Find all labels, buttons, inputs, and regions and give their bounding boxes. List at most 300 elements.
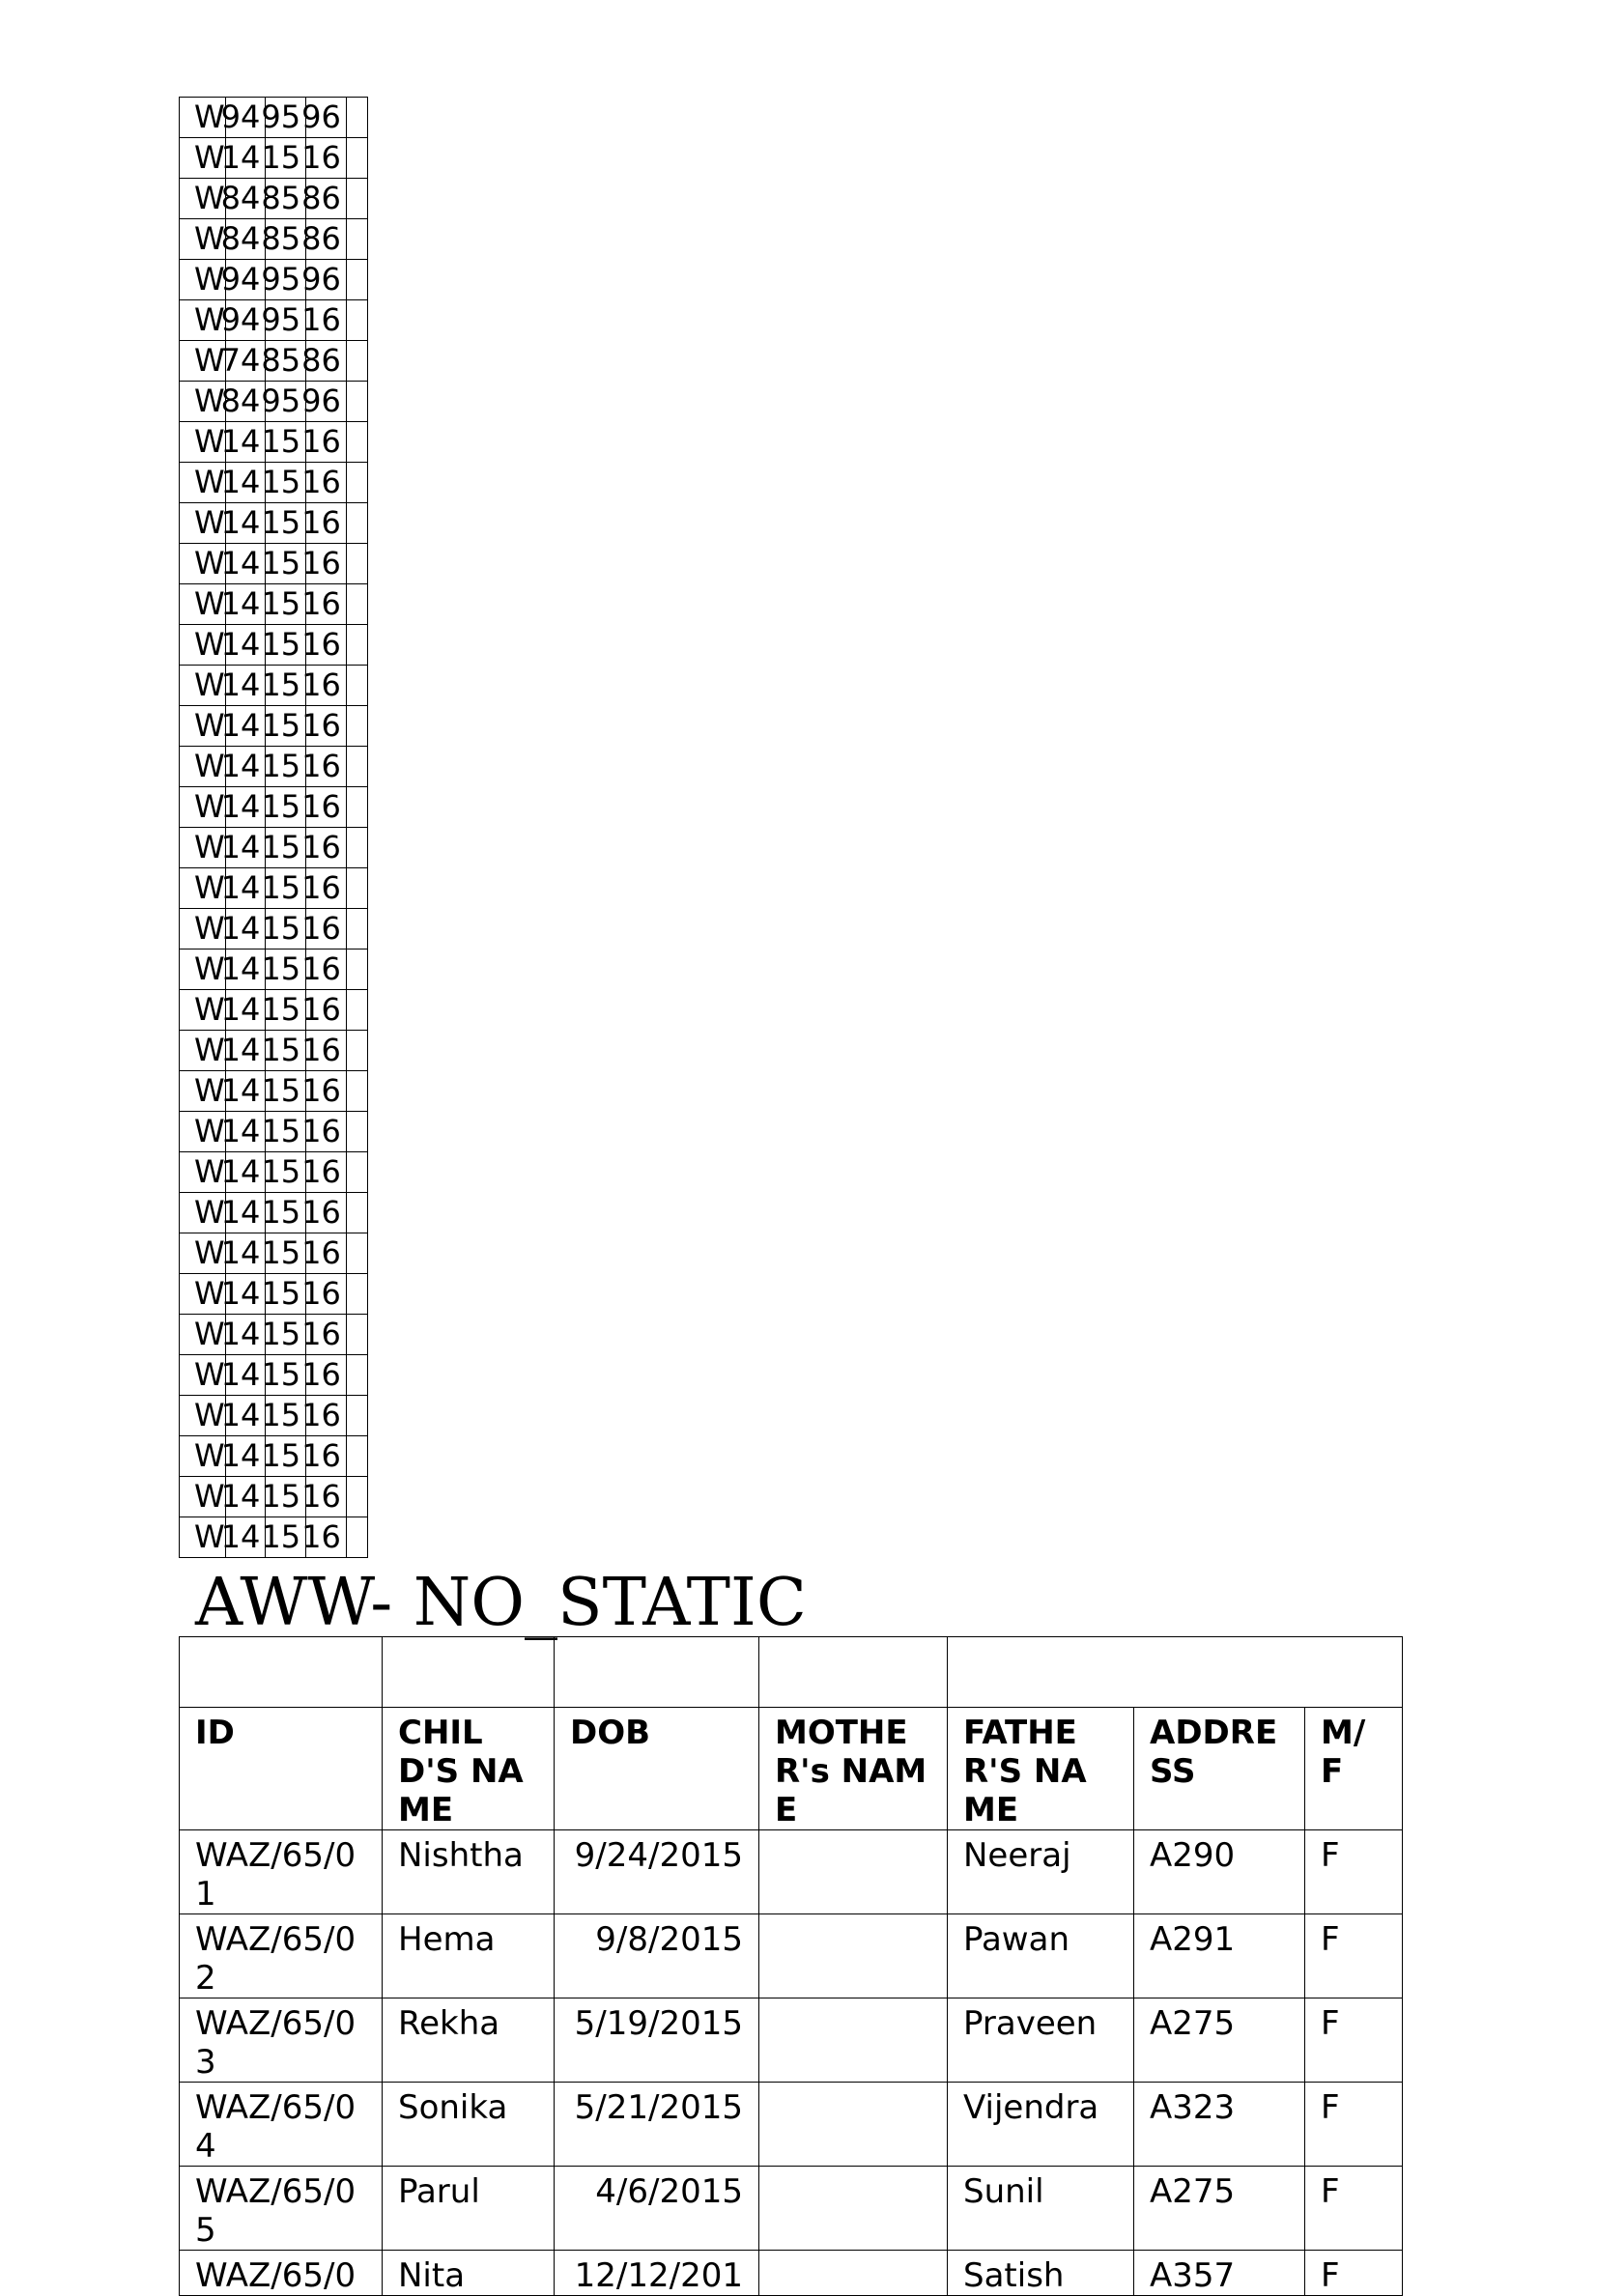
- narrow-grid-cell: [346, 625, 367, 666]
- narrow-grid-cell-text: W: [194, 1072, 225, 1109]
- narrow-grid-cell-text: 16: [301, 1072, 341, 1109]
- narrow-grid-cell: [261, 422, 306, 463]
- narrow-grid-row: [180, 463, 368, 503]
- narrow-grid-cell: [180, 341, 226, 382]
- narrow-grid-cell: [301, 950, 347, 990]
- narrow-grid-cell: [180, 422, 226, 463]
- narrow-grid-cell: [346, 1517, 367, 1558]
- narrow-grid-cell: [220, 98, 266, 138]
- cell-id: WAZ/65/02: [180, 1914, 383, 1998]
- narrow-grid-cell: [220, 1031, 266, 1071]
- narrow-grid-cell: [301, 341, 347, 382]
- narrow-grid-cell-text: W: [194, 626, 225, 663]
- narrow-grid-row: [180, 341, 368, 382]
- narrow-grid-cell: [301, 909, 347, 950]
- narrow-grid-cell: [261, 787, 306, 828]
- narrow-grid-cell-text: 96: [301, 383, 341, 419]
- narrow-grid-cell-text: 14: [220, 1316, 261, 1352]
- narrow-grid-cell-text: 15: [261, 1478, 301, 1515]
- narrow-grid-cell: [346, 341, 367, 382]
- cell-gender: F: [1305, 1914, 1403, 1998]
- narrow-grid-cell: [346, 1477, 367, 1517]
- cell-child-name: Nita: [383, 2251, 555, 2296]
- narrow-grid-cell: [220, 909, 266, 950]
- narrow-grid-cell: [301, 1355, 347, 1396]
- narrow-grid-cell-text: 16: [301, 1032, 341, 1068]
- cell-mother-name: [759, 1830, 948, 1914]
- narrow-grid-cell: [346, 1031, 367, 1071]
- narrow-grid-cell-text: 85: [261, 342, 301, 379]
- narrow-grid-cell: [301, 382, 347, 422]
- narrow-grid-cell-text: W: [194, 950, 225, 987]
- narrow-grid-cell: [301, 747, 347, 787]
- narrow-grid-cell-text: W: [194, 1153, 225, 1190]
- narrow-grid-cell-text: 15: [261, 910, 301, 947]
- narrow-grid-cell: [301, 219, 347, 260]
- narrow-grid-cell: [261, 1396, 306, 1436]
- narrow-grid-cell: [346, 747, 367, 787]
- narrow-grid-cell: [220, 463, 266, 503]
- narrow-id-grid: [179, 97, 368, 1558]
- narrow-grid-cell-text: 16: [301, 1437, 341, 1474]
- narrow-grid-cell: [220, 1517, 266, 1558]
- header-child-name: CHILD'S NAME: [383, 1708, 555, 1830]
- narrow-grid-cell: [261, 990, 306, 1031]
- header-dob: DOB: [555, 1708, 759, 1830]
- cell-address: A291: [1134, 1914, 1305, 1998]
- narrow-grid-cell-text: 14: [220, 1072, 261, 1109]
- narrow-grid-cell: [180, 1274, 226, 1315]
- narrow-grid-cell-text: 15: [261, 950, 301, 987]
- narrow-grid-cell: [261, 666, 306, 706]
- narrow-grid-cell: [220, 625, 266, 666]
- narrow-grid-cell-text: W: [194, 829, 225, 865]
- narrow-grid-cell: [261, 219, 306, 260]
- narrow-grid-cell: [220, 828, 266, 868]
- narrow-grid-cell: [180, 1193, 226, 1233]
- narrow-grid-cell: [346, 463, 367, 503]
- narrow-grid-cell-text: 14: [220, 504, 261, 541]
- narrow-grid-cell: [346, 98, 367, 138]
- narrow-grid-cell: [346, 584, 367, 625]
- cell-gender: F: [1305, 2083, 1403, 2167]
- narrow-grid-cell-text: 15: [261, 991, 301, 1028]
- narrow-grid-cell-text: 14: [220, 1275, 261, 1312]
- narrow-grid-cell-text: W: [194, 1234, 225, 1271]
- narrow-grid-cell-text: 84: [220, 383, 261, 419]
- narrow-grid-cell: [346, 382, 367, 422]
- narrow-grid-cell: [261, 828, 306, 868]
- narrow-grid-cell: [180, 1355, 226, 1396]
- narrow-grid-cell: [180, 625, 226, 666]
- narrow-grid-cell: [180, 219, 226, 260]
- narrow-grid-cell: [301, 544, 347, 584]
- narrow-grid-cell: [346, 1315, 367, 1355]
- narrow-grid-cell-text: 15: [261, 1316, 301, 1352]
- narrow-grid-cell: [220, 1152, 266, 1193]
- cell-dob: 9/8/2015: [555, 1914, 759, 1998]
- narrow-grid-cell: [346, 544, 367, 584]
- cell-mother-name: [759, 1998, 948, 2083]
- narrow-grid-cell-text: 14: [220, 910, 261, 947]
- narrow-grid-cell: [301, 584, 347, 625]
- narrow-grid-cell-text: 16: [301, 991, 341, 1028]
- narrow-grid-cell: [220, 747, 266, 787]
- narrow-grid-cell: [261, 909, 306, 950]
- narrow-grid-cell: [261, 706, 306, 747]
- narrow-grid-cell: [261, 260, 306, 300]
- narrow-grid-cell: [180, 382, 226, 422]
- narrow-grid-cell: [180, 1477, 226, 1517]
- cell-address: A357: [1134, 2251, 1305, 2296]
- narrow-grid-cell-text: 15: [261, 423, 301, 460]
- narrow-grid-cell-text: W: [194, 1397, 225, 1433]
- narrow-grid-cell: [301, 1396, 347, 1436]
- narrow-grid-cell-text: 14: [220, 1153, 261, 1190]
- narrow-grid-cell: [220, 787, 266, 828]
- narrow-grid-cell: [346, 1193, 367, 1233]
- narrow-grid-cell-text: 15: [261, 1194, 301, 1231]
- narrow-grid-cell: [180, 179, 226, 219]
- cell-child-name: Nishtha: [383, 1830, 555, 1914]
- cell-child-name: Parul: [383, 2167, 555, 2251]
- narrow-grid-cell: [261, 1112, 306, 1152]
- narrow-grid-cell: [301, 1233, 347, 1274]
- narrow-grid-row: [180, 909, 368, 950]
- narrow-grid-cell-text: 96: [301, 261, 341, 298]
- narrow-grid-row: [180, 544, 368, 584]
- header-row: [180, 1708, 1403, 1830]
- narrow-grid-cell: [180, 666, 226, 706]
- narrow-grid-cell: [180, 503, 226, 544]
- narrow-grid-cell-text: 84: [220, 180, 261, 216]
- narrow-grid-cell-text: 15: [261, 869, 301, 906]
- narrow-grid-cell: [261, 625, 306, 666]
- narrow-grid-cell-text: 14: [220, 1032, 261, 1068]
- narrow-grid-cell: [346, 1274, 367, 1315]
- narrow-grid-cell: [220, 503, 266, 544]
- narrow-grid-cell-text: 16: [301, 910, 341, 947]
- cell-dob: 4/6/2015: [555, 2167, 759, 2251]
- narrow-grid-cell-text: 15: [261, 1397, 301, 1433]
- narrow-grid-cell-text: 16: [301, 1275, 341, 1312]
- narrow-grid-cell-text: 16: [301, 748, 341, 784]
- children-register-body: [180, 1637, 1403, 2296]
- narrow-grid-cell: [180, 1517, 226, 1558]
- narrow-grid-cell-text: 16: [301, 626, 341, 663]
- narrow-grid-cell: [301, 1274, 347, 1315]
- narrow-grid-cell-text: 16: [301, 1194, 341, 1231]
- narrow-grid-cell-text: 16: [301, 301, 341, 338]
- narrow-grid-cell: [261, 382, 306, 422]
- table-row: [180, 2251, 1403, 2296]
- cell-id: WAZ/65/04: [180, 2083, 383, 2167]
- narrow-grid-cell-text: 95: [261, 99, 301, 135]
- narrow-grid-cell: [346, 950, 367, 990]
- narrow-grid-cell-text: 15: [261, 1356, 301, 1393]
- cell-dob: 5/21/2015: [555, 2083, 759, 2167]
- narrow-grid-row: [180, 98, 368, 138]
- narrow-grid-cell-text: 95: [261, 261, 301, 298]
- narrow-grid-cell: [261, 98, 306, 138]
- narrow-grid-cell: [346, 909, 367, 950]
- cell-father-name: Pawan: [948, 1914, 1134, 1998]
- narrow-grid-cell-text: W: [194, 504, 225, 541]
- cell-father-name: Satish: [948, 2251, 1134, 2296]
- narrow-grid-cell: [346, 260, 367, 300]
- blank-cell: [180, 1637, 383, 1708]
- narrow-grid-cell-text: 16: [301, 585, 341, 622]
- narrow-grid-row: [180, 1517, 368, 1558]
- narrow-grid-cell-text: W: [194, 99, 225, 135]
- narrow-grid-cell: [301, 1477, 347, 1517]
- narrow-grid-cell: [261, 1193, 306, 1233]
- narrow-grid-cell: [180, 584, 226, 625]
- narrow-grid-row: [180, 1436, 368, 1477]
- narrow-grid-cell-text: 85: [261, 180, 301, 216]
- narrow-grid-cell: [346, 1233, 367, 1274]
- narrow-grid-cell-text: 14: [220, 1518, 261, 1555]
- narrow-grid-row: [180, 300, 368, 341]
- narrow-grid-cell-text: W: [194, 788, 225, 825]
- narrow-grid-cell: [261, 463, 306, 503]
- narrow-grid-row: [180, 666, 368, 706]
- cell-address: A275: [1134, 1998, 1305, 2083]
- narrow-grid-cell-text: 15: [261, 666, 301, 703]
- table-row: [180, 2083, 1403, 2167]
- narrow-grid-cell-text: 16: [301, 1113, 341, 1149]
- narrow-grid-row: [180, 787, 368, 828]
- narrow-grid-row: [180, 138, 368, 179]
- narrow-grid-row: [180, 219, 368, 260]
- narrow-grid-cell: [301, 300, 347, 341]
- narrow-grid-cell-text: 15: [261, 788, 301, 825]
- narrow-grid-cell-text: 96: [301, 99, 341, 135]
- narrow-grid-cell-text: 15: [261, 139, 301, 176]
- narrow-grid-cell-text: 15: [261, 829, 301, 865]
- narrow-grid-cell: [301, 666, 347, 706]
- narrow-grid-cell-text: W: [194, 220, 225, 257]
- narrow-grid-cell: [180, 98, 226, 138]
- narrow-grid-cell: [301, 1152, 347, 1193]
- narrow-grid-cell-text: 14: [220, 1194, 261, 1231]
- narrow-grid-cell: [301, 787, 347, 828]
- narrow-grid-row: [180, 260, 368, 300]
- narrow-grid-cell: [346, 300, 367, 341]
- narrow-grid-row: [180, 1315, 368, 1355]
- narrow-grid-cell-text: 84: [220, 220, 261, 257]
- narrow-grid-cell-text: 16: [301, 707, 341, 744]
- cell-dob: 5/19/2015: [555, 1998, 759, 2083]
- cell-gender: F: [1305, 1998, 1403, 2083]
- narrow-grid-cell: [220, 179, 266, 219]
- narrow-grid-cell: [301, 138, 347, 179]
- narrow-grid-row: [180, 1396, 368, 1436]
- narrow-grid-cell-text: 16: [301, 1356, 341, 1393]
- narrow-grid-cell: [261, 1477, 306, 1517]
- cell-father-name: Praveen: [948, 1998, 1134, 2083]
- narrow-grid-cell: [346, 828, 367, 868]
- narrow-grid-cell-text: 94: [220, 261, 261, 298]
- narrow-grid-cell: [220, 706, 266, 747]
- narrow-grid-row: [180, 747, 368, 787]
- narrow-grid-cell: [346, 1436, 367, 1477]
- narrow-grid-row: [180, 828, 368, 868]
- narrow-grid-cell: [301, 1517, 347, 1558]
- narrow-grid-cell-text: 15: [261, 1437, 301, 1474]
- narrow-grid-cell-text: 14: [220, 545, 261, 581]
- narrow-grid-cell: [220, 138, 266, 179]
- narrow-grid-cell: [180, 138, 226, 179]
- table-row: [180, 1914, 1403, 1998]
- narrow-grid-cell-text: 14: [220, 788, 261, 825]
- narrow-grid-cell: [261, 747, 306, 787]
- narrow-grid-row: [180, 990, 368, 1031]
- narrow-grid-cell-text: W: [194, 301, 225, 338]
- cell-id: WAZ/65/05: [180, 2167, 383, 2251]
- blank-top-row: [180, 1637, 1403, 1708]
- cell-gender: F: [1305, 1830, 1403, 1914]
- narrow-grid-row: [180, 1355, 368, 1396]
- narrow-grid-cell: [346, 422, 367, 463]
- narrow-grid-cell-text: 95: [261, 301, 301, 338]
- narrow-grid-cell: [180, 787, 226, 828]
- narrow-grid-cell: [301, 828, 347, 868]
- narrow-grid-cell-text: 14: [220, 748, 261, 784]
- narrow-grid-cell-text: 14: [220, 139, 261, 176]
- narrow-grid-cell-text: 14: [220, 1478, 261, 1515]
- narrow-grid-cell: [261, 1031, 306, 1071]
- narrow-grid-cell-text: 16: [301, 1153, 341, 1190]
- narrow-grid-cell: [301, 1112, 347, 1152]
- narrow-grid-cell: [180, 1315, 226, 1355]
- narrow-grid-cell: [346, 1071, 367, 1112]
- narrow-grid-cell: [301, 260, 347, 300]
- narrow-grid-cell: [220, 1436, 266, 1477]
- narrow-grid-cell-text: 16: [301, 464, 341, 500]
- narrow-grid-cell-text: 16: [301, 423, 341, 460]
- narrow-grid-cell: [180, 1233, 226, 1274]
- narrow-grid-cell-text: 14: [220, 1437, 261, 1474]
- narrow-grid-cell-text: 16: [301, 1478, 341, 1515]
- cell-gender: F: [1305, 2251, 1403, 2296]
- narrow-grid-cell-text: W: [194, 1437, 225, 1474]
- narrow-grid-cell: [301, 1031, 347, 1071]
- narrow-grid-cell: [301, 1436, 347, 1477]
- narrow-grid-cell: [346, 1152, 367, 1193]
- cell-address: A275: [1134, 2167, 1305, 2251]
- narrow-grid-row: [180, 706, 368, 747]
- narrow-grid-cell: [301, 422, 347, 463]
- narrow-grid-cell-text: 94: [220, 99, 261, 135]
- narrow-grid-cell: [301, 1193, 347, 1233]
- narrow-grid-cell: [220, 382, 266, 422]
- cell-child-name: Rekha: [383, 1998, 555, 2083]
- narrow-grid-cell: [346, 990, 367, 1031]
- narrow-grid-cell: [220, 584, 266, 625]
- narrow-grid-cell: [346, 138, 367, 179]
- narrow-grid-cell-text: 14: [220, 829, 261, 865]
- cell-id: WAZ/65/0: [180, 2251, 383, 2296]
- narrow-grid-cell: [346, 787, 367, 828]
- narrow-grid-cell-text: 85: [261, 220, 301, 257]
- narrow-grid-cell-text: 16: [301, 504, 341, 541]
- narrow-grid-cell: [180, 1031, 226, 1071]
- narrow-grid-cell-text: W: [194, 261, 225, 298]
- narrow-grid-cell: [346, 503, 367, 544]
- narrow-grid-cell-text: 95: [261, 383, 301, 419]
- narrow-grid-cell-text: W: [194, 585, 225, 622]
- narrow-grid-cell-text: 16: [301, 1234, 341, 1271]
- narrow-grid-cell-text: 16: [301, 139, 341, 176]
- narrow-grid-cell: [261, 1233, 306, 1274]
- narrow-grid-cell: [261, 341, 306, 382]
- narrow-grid-row: [180, 625, 368, 666]
- narrow-grid-cell: [220, 1112, 266, 1152]
- narrow-grid-cell-text: W: [194, 180, 225, 216]
- narrow-grid-cell-text: 86: [301, 220, 341, 257]
- narrow-grid-row: [180, 503, 368, 544]
- narrow-grid-cell-text: W: [194, 383, 225, 419]
- narrow-grid-cell-text: W: [194, 1032, 225, 1068]
- narrow-grid-cell-text: 16: [301, 788, 341, 825]
- cell-address: A290: [1134, 1830, 1305, 1914]
- narrow-grid-cell: [220, 1193, 266, 1233]
- narrow-grid-cell-text: 14: [220, 950, 261, 987]
- blank-cell: [555, 1637, 759, 1708]
- narrow-grid-cell: [261, 503, 306, 544]
- narrow-grid-cell: [261, 544, 306, 584]
- blank-cell: [759, 1637, 948, 1708]
- narrow-grid-row: [180, 1274, 368, 1315]
- narrow-grid-cell: [346, 1355, 367, 1396]
- narrow-grid-cell: [180, 909, 226, 950]
- narrow-grid-cell-text: W: [194, 464, 225, 500]
- section-heading: AWW- NO_STATIC: [195, 1565, 807, 1641]
- narrow-grid-cell: [180, 868, 226, 909]
- narrow-grid-cell: [301, 98, 347, 138]
- narrow-grid-cell: [261, 584, 306, 625]
- narrow-grid-cell-text: 14: [220, 666, 261, 703]
- narrow-grid-cell-text: 16: [301, 950, 341, 987]
- narrow-grid-cell-text: W: [194, 423, 225, 460]
- narrow-grid-cell: [220, 1396, 266, 1436]
- cell-address: A323: [1134, 2083, 1305, 2167]
- narrow-grid-cell-text: 15: [261, 1275, 301, 1312]
- narrow-grid-cell-text: 16: [301, 1518, 341, 1555]
- narrow-grid-cell-text: W: [194, 1478, 225, 1515]
- narrow-grid-cell-text: 14: [220, 626, 261, 663]
- narrow-grid-cell-text: W: [194, 748, 225, 784]
- narrow-grid-cell: [261, 1355, 306, 1396]
- narrow-grid-cell: [180, 300, 226, 341]
- narrow-grid-cell: [346, 1396, 367, 1436]
- narrow-grid-cell-text: 86: [301, 342, 341, 379]
- narrow-grid-cell: [220, 260, 266, 300]
- narrow-grid-cell-text: 14: [220, 991, 261, 1028]
- narrow-grid-row: [180, 1477, 368, 1517]
- narrow-grid-cell: [220, 1071, 266, 1112]
- narrow-grid-cell: [346, 1112, 367, 1152]
- cell-father-name: Neeraj: [948, 1830, 1134, 1914]
- narrow-grid-cell: [301, 625, 347, 666]
- narrow-grid-cell-text: 15: [261, 707, 301, 744]
- narrow-grid-cell: [220, 1274, 266, 1315]
- narrow-grid-cell: [180, 1071, 226, 1112]
- narrow-grid-cell: [220, 868, 266, 909]
- narrow-grid-cell: [180, 1152, 226, 1193]
- narrow-grid-cell-text: 14: [220, 1356, 261, 1393]
